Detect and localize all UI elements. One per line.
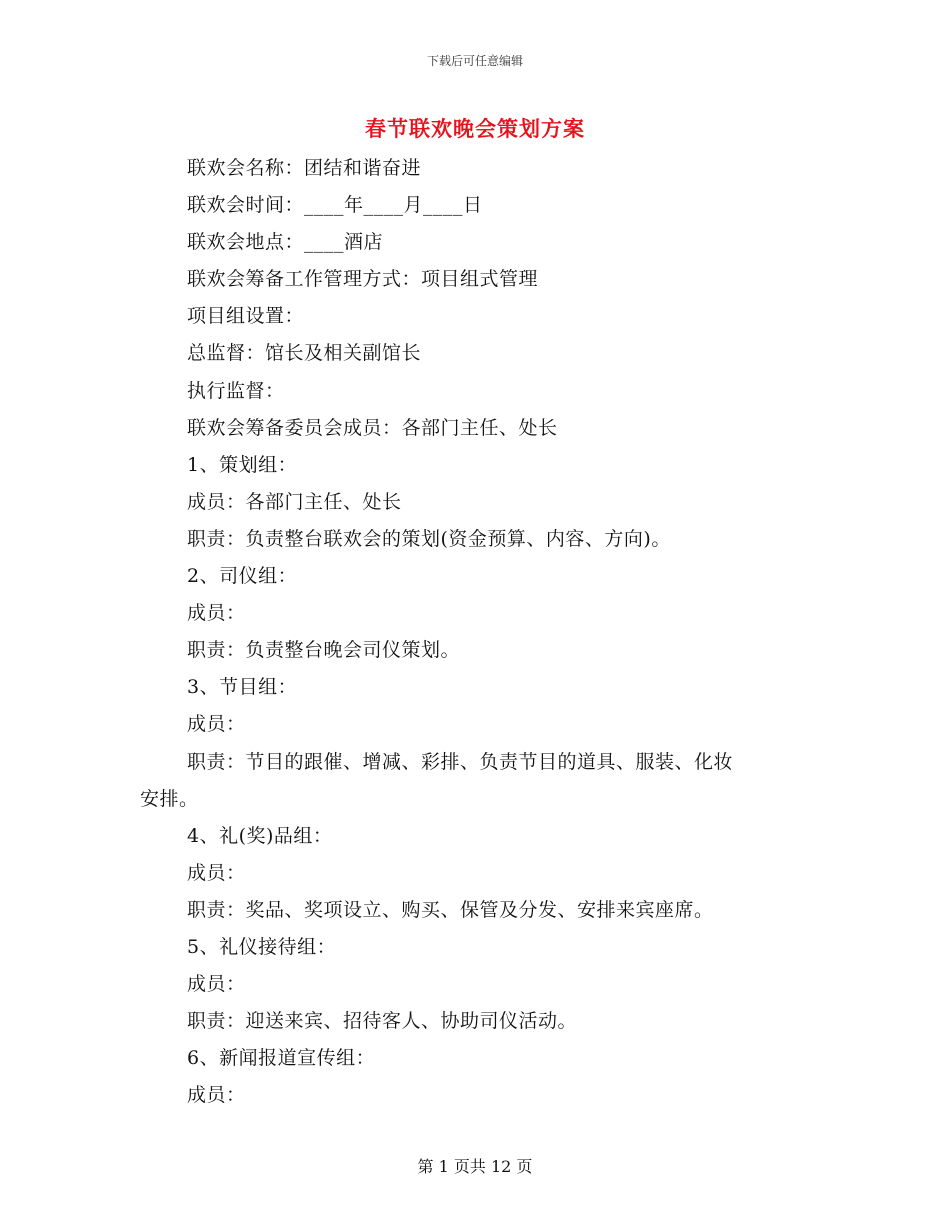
- members-line: 成员：: [187, 602, 246, 625]
- party-time-line: 联欢会时间：____年____月____日: [187, 194, 483, 217]
- document-title: 春节联欢晚会策划方案: [365, 116, 585, 141]
- members-line: 成员：: [187, 713, 246, 736]
- section-heading: 1、策划组：: [187, 453, 298, 476]
- section-heading: 4、礼(奖)品组：: [187, 824, 333, 847]
- members-line: 成员：: [187, 861, 246, 884]
- party-name-line: 联欢会名称：团结和谐奋进: [187, 157, 422, 179]
- duties-line: 职责：负责整台晚会司仪策划。: [187, 639, 461, 662]
- party-venue-line: 联欢会地点：____酒店: [187, 231, 384, 254]
- section-heading: 2、司仪组：: [187, 565, 298, 588]
- duties-line-continuation: 安排。: [140, 787, 199, 810]
- members-line: 成员：: [187, 1084, 246, 1107]
- document-body: [140, 150, 820, 1114]
- members-line: 成员：各部门主任、处长: [187, 490, 402, 513]
- page-footer: 第 1 页共 12 页: [417, 1157, 533, 1176]
- page-header: 下载后可任意编辑: [426, 54, 523, 68]
- executive-supervisor-line: 执行监督：: [187, 379, 285, 402]
- duties-line: 职责：迎送来宾、招待客人、协助司仪活动。: [187, 1010, 578, 1033]
- team-setup-line: 项目组设置：: [187, 305, 305, 328]
- section-heading: 5、礼仪接待组：: [187, 935, 337, 958]
- members-line: 成员：: [187, 973, 246, 996]
- duties-line: 职责：节目的跟催、增减、彩排、负责节目的道具、服装、化妆: [187, 750, 734, 773]
- chief-supervisor-line: 总监督：馆长及相关副馆长: [187, 342, 422, 365]
- management-mode-line: 联欢会筹备工作管理方式：项目组式管理: [187, 268, 539, 291]
- duties-line: 职责：负责整台联欢会的策划(资金预算、内容、方向)。: [187, 527, 671, 550]
- section-heading: 3、节目组：: [187, 676, 298, 699]
- section-heading: 6、新闻报道宣传组：: [187, 1047, 376, 1070]
- committee-members-line: 联欢会筹备委员会成员：各部门主任、处长: [187, 416, 558, 439]
- duties-line: 职责：奖品、奖项设立、购买、保管及分发、安排来宾座席。: [187, 898, 714, 921]
